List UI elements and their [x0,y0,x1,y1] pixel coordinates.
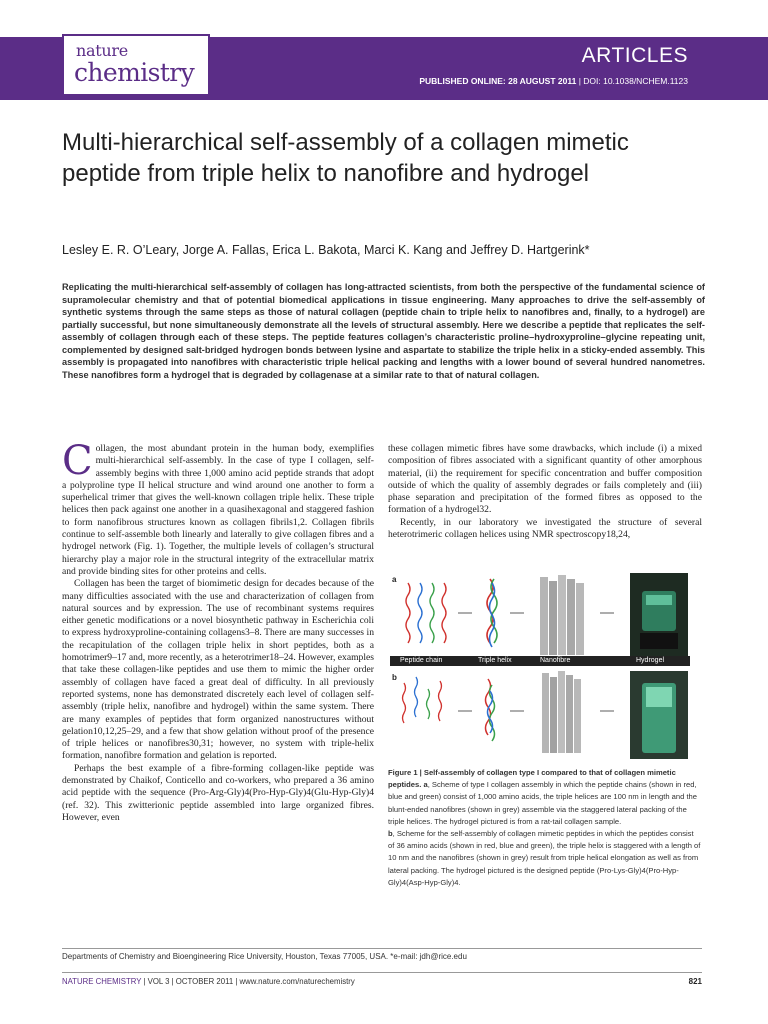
body-paragraph: Collagen has been the target of biomimetic design for decades because of the many difficulties associated with the use and characterization of collagen from natural sources and by expression. The use of recombinant systems requires either genetic modifications or a novel biosynthetic pathway in Escherichia coli to express hydroxyproline-containing collagens3–8. There are many successes in the recapitulation of the collagen triple helix in short peptides, both as a homotrimer9–17 and, more recently, as a heterotrimer18–24. However, examples that take these collagen-like peptides and use them to mimic the higher order assembly of collagen have faced a great deal of difficulty. In all previously reported systems, none has demonstrated discretely each level of collagen self-assembly (triple helix, nanofibre and hydrogel) within the same system. There are many examples of peptides that form organized nanostructures without gelation10,12,25–29, and a few that show gelation without proof of the presence of triple helices or nanofibres30,31; however, no system with triple-helix formation, nanofibre formation and gelation is reported. [62,578,374,762]
band-label-triple-helix: Triple helix [478,657,512,664]
body-paragraph: these collagen mimetic fibres have some drawbacks, which include (i) a mixed composition of fibres associated with a significant quantity of other amorphous material, (ii) the requirement for specific concentration and buffer composition outside of which the quality of assembly degrades or fails completely and (iii) phase separation and precipitation of the formed fibres as opposed to the formation of a hydrogel32. [388,443,702,516]
body-paragraph [62,438,374,578]
footer-divider [62,972,702,973]
figure-caption [388,767,702,889]
hydrogel-photo-a [630,573,688,657]
doi-link[interactable]: | DOI: 10.1038/NCHEM.1123 [576,76,688,86]
footer-divider [62,948,702,949]
band-label-hydrogel: Hydrogel [636,657,665,664]
caption-panel-b-text: , Scheme for the self-assembly of collagen mimetic peptides in which the peptides consist of 36 amino acids (shown in red, blue and green), the triple helix is staggered with a length of 10 nm and the nanofibres (shown in grey) result from triple helical elongation as well as from lateral packing. The hydrogel pictured is the designed peptide (Pro-Lys-Gly)4(Pro-Hyp-Gly)4(Asp-Hyp-Gly)4. [388,829,701,887]
journal-footer [62,977,355,986]
body-paragraph: Perhaps the best example of a fibre-forming collagen-like peptide was demonstrated by Chaikof, Conticello and co-workers, who prepared a 36 amino acid peptide with the sequence (Pro-Arg-Gly)4(Pro-Hyp-Gly)4(Glu-Hyp-Gly)4 (ref. 32). This zwitterionic peptide assembled into large organized fibres. However, even [62,762,374,823]
nanofibre-a [540,575,584,655]
body-column-right [388,443,702,541]
journal-name: NATURE CHEMISTRY [62,977,142,986]
affiliation-footnote: Departments of Chemistry and Bioengineering Rice University, Houston, Texas 77005, USA. *e-mail: jdh@rice.edu [62,952,467,961]
body-paragraph: Recently, in our laboratory we investigated the structure of several heterotrimeric collagen helices using NMR spectroscopy18,24, [388,516,702,541]
logo-chemistry-text: chemistry [74,58,195,87]
peptide-chain-strands-b [403,677,442,723]
journal-logo [62,34,210,96]
band-label-peptide-chain: Peptide chain [400,657,443,664]
figure-1-graphic [390,573,700,763]
body-column-left [62,438,374,824]
section-label: ARTICLES [581,44,688,67]
publication-line [419,76,688,86]
caption-title: Figure 1 | Self-assembly of collagen type I compared to that of collagen mimetic peptides. [388,768,676,790]
caption-panel-a-text: , Scheme of type I collagen assembly in which the peptide chains (shown in red, blue and green) consist of 1,000 amino acids, the triple helices are 100 nm in length and the blunt-ended nanofibres (shown in grey) assemble via the staggered lateral packing of the triple helices. The hydrogel pictured is from a rat-tail collagen sample. [388,780,698,826]
journal-details: | VOL 3 | OCTOBER 2011 | www.nature.com/naturechemistry [141,977,355,986]
published-date: PUBLISHED ONLINE: 28 AUGUST 2011 [419,76,577,86]
article-title: Multi-hierarchical self-assembly of a collagen mimetic peptide from triple helix to nanofibre and hydrogel [62,129,629,187]
hydrogel-photo-b [630,671,688,759]
triple-helix-a [487,579,497,647]
triple-helix-b [486,679,495,741]
caption-panel-b-label: b [388,829,393,839]
peptide-chain-strands-a [406,583,446,643]
dropcap: C [62,438,93,484]
abstract: Replicating the multi-hierarchical self-assembly of collagen has long-attracted scientists, from both the perspective of the fundamental science of supramolecular chemistry and that of potential biomedical applications in tissue engineering. Many approaches to drive the self-assembly of synthetic systems through the same steps as those of natural collagen (peptide chain to triple helix to nanofibres and, finally, to a hydrogel) are partially successful, but none simultaneously demonstrate all the levels of structural assembly. Here we describe a peptide that replicates the self-assembly of collagen through each of these steps. The peptide features collagen’s characteristic proline–hydroxyproline–glycine repeating unit, complemented by designed salt-bridged hydrogen bonds between lysine and aspartate to stabilize the triple helix in a sticky-ended assembly. This assembly is propagated into nanofibres with characteristic triple helical packing and lengths with a lower bound of several hundred nanometres. These nanofibres form a hydrogel that is degraded by collagenase at a similar rate to that of natural collagen. [62,282,705,380]
figure-1 [390,573,700,763]
band-label-nanofibre: Nanofibre [540,657,571,664]
logo-nature-text: nature [76,41,128,60]
panel-b-label: b [392,673,397,682]
paragraph-text: ollagen, the most abundant protein in the human body, exemplifies multi-hierarchical self-assembly. In the case of type I collagen, self-assembly begins with three 1,000 amino acid peptide strands that adopt a polyproline type II helical structure and wind around one another to form a superhelical trimer that gives the well-known collagen triple helix. These triple helices then pack against one another in a quasihexagonal and staggered fashion to form nanofibrous structures known as collagen fibrils1,2. Collagen fibrils continue to self-assemble both linearly and laterally to give collagen fibres and a hydrogel network (Fig. 1). Together, the multiple levels of collagen’s structural hierarchy play a major role in the structural integrity of the extracellular matrix and provide binding sites for other proteins and cells. [62,443,374,577]
page-number: 821 [688,977,702,986]
nanofibre-b [542,671,581,753]
caption-panel-a-label: a [421,780,428,790]
author-list: Lesley E. R. O’Leary, Jorge A. Fallas, Erica L. Bakota, Marci K. Kang and Jeffrey D. Hartgerink* [62,243,590,257]
panel-a-label: a [392,575,397,584]
